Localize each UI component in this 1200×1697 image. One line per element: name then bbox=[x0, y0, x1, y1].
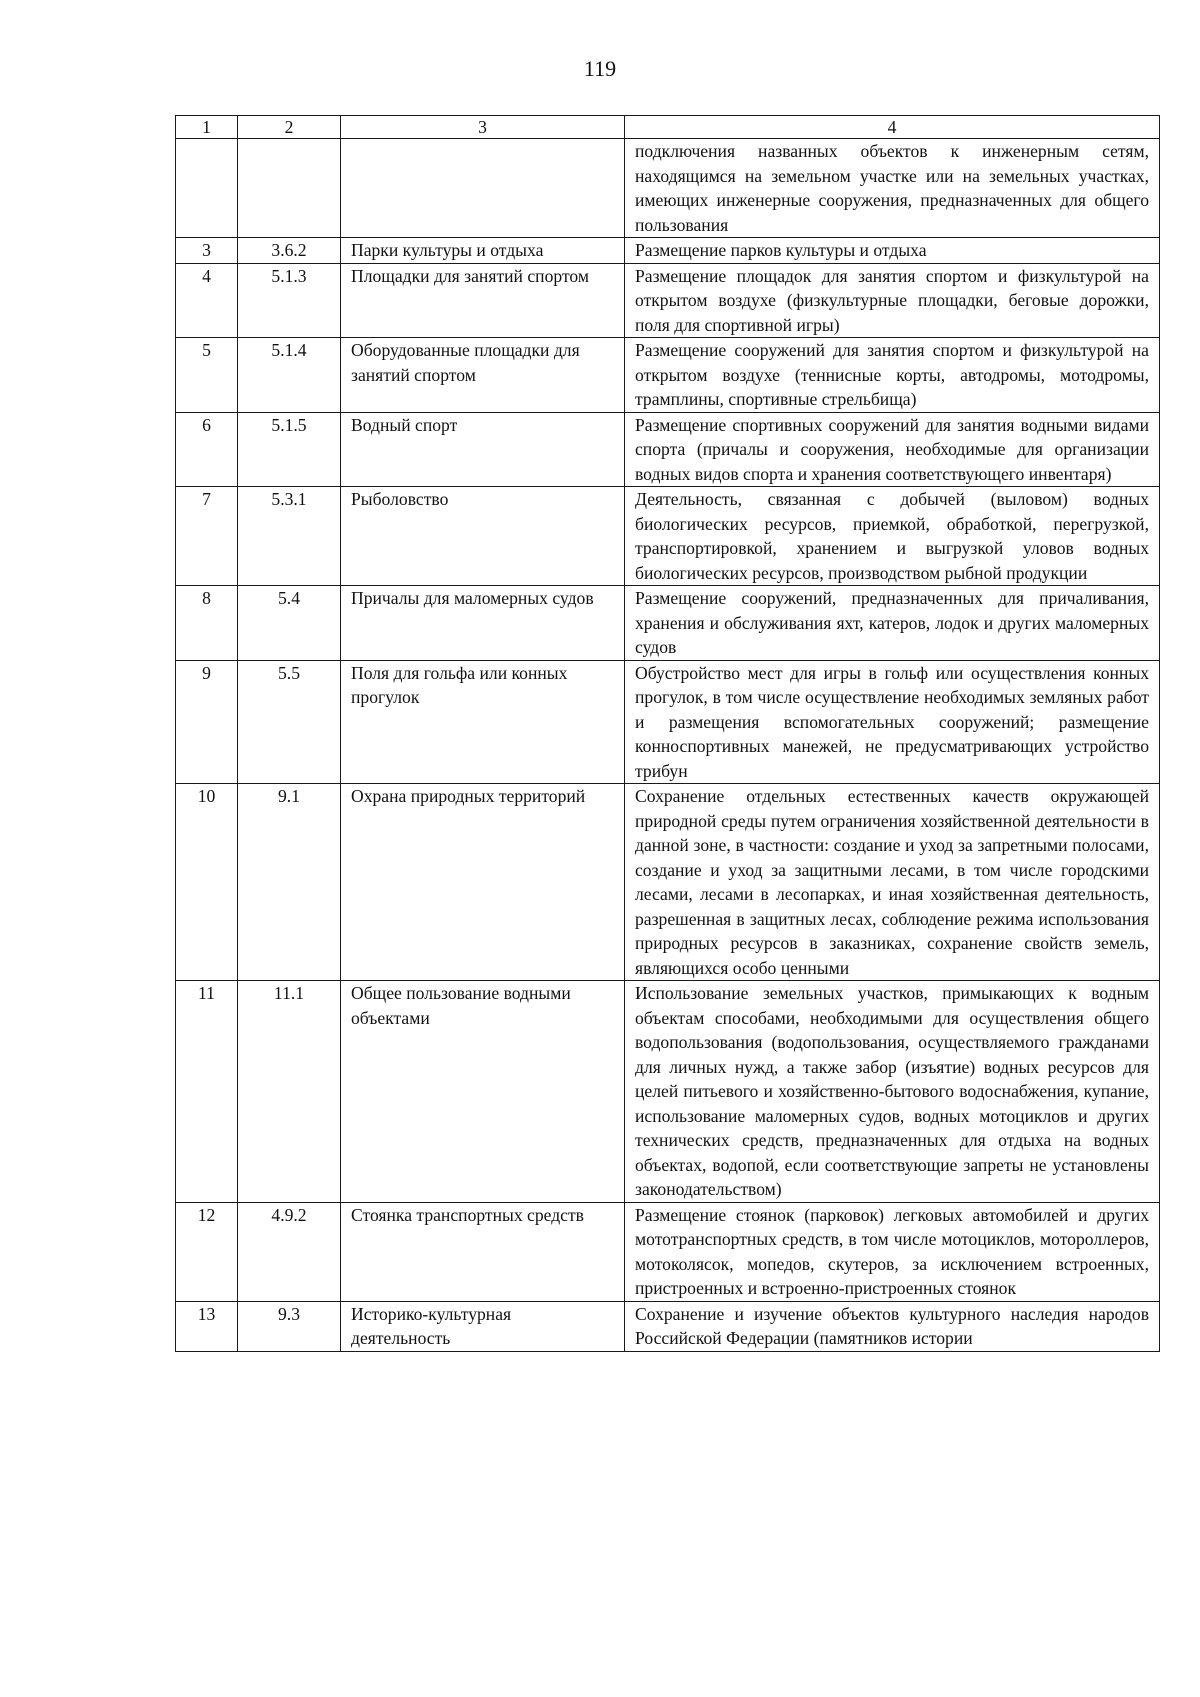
header-col-3: 3 bbox=[341, 116, 625, 139]
row-code: 5.4 bbox=[238, 586, 341, 661]
row-number: 9 bbox=[176, 660, 238, 784]
header-col-4: 4 bbox=[625, 116, 1160, 139]
row-number: 3 bbox=[176, 238, 238, 264]
table-row bbox=[176, 238, 1160, 264]
table-row bbox=[176, 139, 1160, 238]
row-code: 5.1.3 bbox=[238, 263, 341, 338]
row-code: 4.9.2 bbox=[238, 1202, 341, 1301]
table-row bbox=[176, 487, 1160, 586]
table-row bbox=[176, 263, 1160, 338]
land-use-table bbox=[175, 115, 1160, 1352]
row-number: 10 bbox=[176, 784, 238, 981]
row-number: 4 bbox=[176, 263, 238, 338]
row-name: Общее пользование водными объектами bbox=[341, 981, 625, 1203]
table-row bbox=[176, 981, 1160, 1203]
row-name: Поля для гольфа или конных прогулок bbox=[341, 660, 625, 784]
row-name bbox=[341, 139, 625, 238]
header-col-1: 1 bbox=[176, 116, 238, 139]
row-description: Деятельность, связанная с добычей (выловом) водных биологических ресурсов, приемкой, обработкой, перегрузкой, транспортировкой, хранением и выгрузкой уловов водных биологических ресурсов, производством рыбной продукции bbox=[625, 487, 1160, 586]
table-row bbox=[176, 784, 1160, 981]
row-number: 7 bbox=[176, 487, 238, 586]
row-number: 5 bbox=[176, 338, 238, 413]
row-description: Размещение площадок для занятия спортом и физкультурой на открытом воздухе (физкультурные площадки, беговые дорожки, поля для спортивной игры) bbox=[625, 263, 1160, 338]
table-row bbox=[176, 660, 1160, 784]
table-header-row bbox=[176, 116, 1160, 139]
row-number: 12 bbox=[176, 1202, 238, 1301]
row-description: Обустройство мест для игры в гольф или осуществления конных прогулок, в том числе осуществление необходимых земляных работ и размещения вспомогательных сооружений; размещение конноспортивных манежей, не предусматривающих устройство трибун bbox=[625, 660, 1160, 784]
row-description: Размещение стоянок (парковок) легковых автомобилей и других мототранспортных средств, в том числе мотоциклов, мотороллеров, мотоколясок, мопедов, скутеров, за исключением встроенных, пристроенных и встроенно-пристроенных стоянок bbox=[625, 1202, 1160, 1301]
row-number: 6 bbox=[176, 412, 238, 487]
page-number: 119 bbox=[583, 56, 617, 81]
row-code: 11.1 bbox=[238, 981, 341, 1203]
row-name: Площадки для занятий спортом bbox=[341, 263, 625, 338]
row-code: 5.1.5 bbox=[238, 412, 341, 487]
row-description: Размещение сооружений, предназначенных для причаливания, хранения и обслуживания яхт, катеров, лодок и других маломерных судов bbox=[625, 586, 1160, 661]
row-number bbox=[176, 139, 238, 238]
row-name: Рыболовство bbox=[341, 487, 625, 586]
row-description: Сохранение и изучение объектов культурного наследия народов Российской Федерации (памятников истории bbox=[625, 1301, 1160, 1351]
table-row bbox=[176, 338, 1160, 413]
table-body bbox=[176, 139, 1160, 1352]
row-description: Размещение сооружений для занятия спортом и физкультурой на открытом воздухе (теннисные корты, автодромы, мотодромы, трамплины, спортивные стрельбища) bbox=[625, 338, 1160, 413]
row-name: Парки культуры и отдыха bbox=[341, 238, 625, 264]
row-code: 5.5 bbox=[238, 660, 341, 784]
row-name: Охрана природных территорий bbox=[341, 784, 625, 981]
row-code: 9.3 bbox=[238, 1301, 341, 1351]
table-row bbox=[176, 1202, 1160, 1301]
row-description: подключения названных объектов к инженерным сетям, находящимся на земельном участке или на земельных участках, имеющих инженерные сооружения, предназначенных для общего пользования bbox=[625, 139, 1160, 238]
row-name: Оборудованные площадки для занятий спортом bbox=[341, 338, 625, 413]
row-description: Размещение спортивных сооружений для занятия водными видами спорта (причалы и сооружения, необходимые для организации водных видов спорта и хранения соответствующего инвентаря) bbox=[625, 412, 1160, 487]
row-description: Сохранение отдельных естественных качеств окружающей природной среды путем ограничения хозяйственной деятельности в данной зоне, в частности: создание и уход за запретными полосами, создание и уход за защитными лесами, в том числе городскими лесами, лесами в лесопарках, и иная хозяйственная деятельность, разрешенная в защитных лесах, соблюдение режима использования природных ресурсов в заказниках, сохранение свойств земель, являющихся особо ценными bbox=[625, 784, 1160, 981]
row-name: Стоянка транспортных средств bbox=[341, 1202, 625, 1301]
row-name: Историко-культурная деятельность bbox=[341, 1301, 625, 1351]
row-code bbox=[238, 139, 341, 238]
table-row bbox=[176, 586, 1160, 661]
row-code: 3.6.2 bbox=[238, 238, 341, 264]
row-description: Размещение парков культуры и отдыха bbox=[625, 238, 1160, 264]
table-row bbox=[176, 412, 1160, 487]
table-row bbox=[176, 1301, 1160, 1351]
row-code: 5.3.1 bbox=[238, 487, 341, 586]
row-code: 5.1.4 bbox=[238, 338, 341, 413]
row-description: Использование земельных участков, примыкающих к водным объектам способами, необходимыми для осуществления общего водопользования (водопользования, осуществляемого гражданами для личных нужд, а также забор (изъятие) водных ресурсов для целей питьевого и хозяйственно-бытового водоснабжения, купание, использование маломерных судов, водных мотоциклов и других технических средств, предназначенных для отдыха на водных объектах, водопой, если соответствующие запреты не установлены законодательством) bbox=[625, 981, 1160, 1203]
row-number: 8 bbox=[176, 586, 238, 661]
row-number: 13 bbox=[176, 1301, 238, 1351]
row-name: Водный спорт bbox=[341, 412, 625, 487]
row-name: Причалы для маломерных судов bbox=[341, 586, 625, 661]
row-code: 9.1 bbox=[238, 784, 341, 981]
row-number: 11 bbox=[176, 981, 238, 1203]
header-col-2: 2 bbox=[238, 116, 341, 139]
